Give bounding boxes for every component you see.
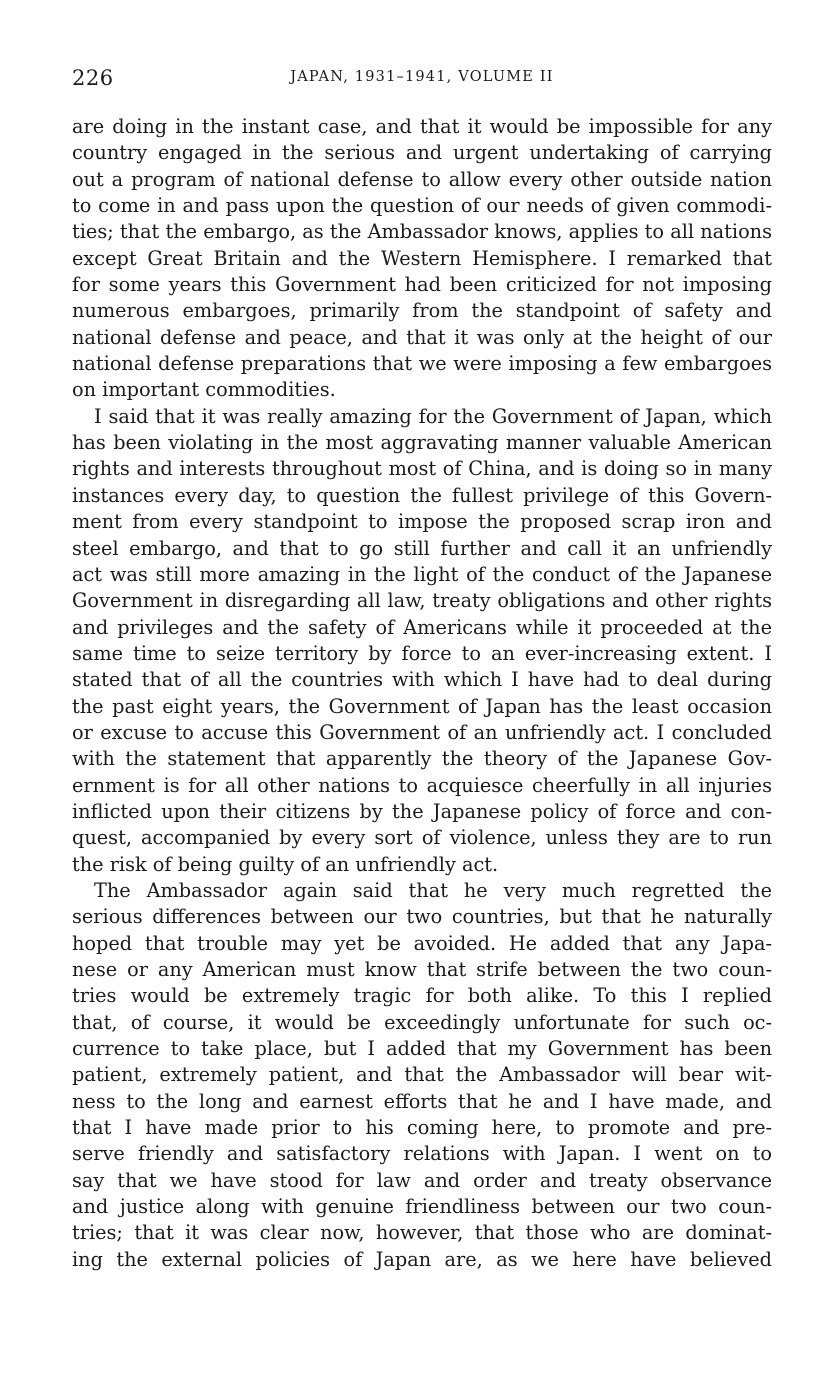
- text-line: numerous embargoes, primarily from the standpoint of safety and: [72, 299, 772, 323]
- text-line: serve friendly and satisfactory relations with Japan. I went on to: [72, 1142, 772, 1166]
- text-line: has been violating in the most aggravating manner valuable American: [72, 431, 772, 455]
- text-line: the past eight years, the Government of Japan has the least occasion: [72, 694, 772, 718]
- text-line: inflicted upon their citizens by the Japanese policy of force and con-: [72, 799, 772, 823]
- text-line: instances every day, to question the fullest privilege of this Govern-: [72, 483, 772, 507]
- running-title: JAPAN, 1931–1941, VOLUME II: [290, 69, 554, 85]
- body-text: [72, 114, 772, 1273]
- text-line: that, of course, it would be exceedingly unfortunate for such oc-: [72, 1010, 772, 1034]
- text-line: with the statement that apparently the theory of the Japanese Gov-: [72, 747, 772, 771]
- text-line: on important commodities.: [72, 378, 336, 402]
- text-line: patient, extremely patient, and that the Ambassador will bear wit-: [72, 1063, 772, 1087]
- paragraph-1: [72, 114, 772, 404]
- text-line: quest, accompanied by every sort of violence, unless they are to run: [72, 826, 772, 850]
- text-line: Government in disregarding all law, treaty obligations and other rights: [72, 589, 772, 613]
- text-line: the risk of being guilty of an unfriendly act.: [72, 852, 499, 876]
- text-line: and justice along with genuine friendliness between our two coun-: [72, 1195, 772, 1219]
- text-line: same time to seize territory by force to an ever-increasing extent. I: [72, 641, 772, 665]
- text-line: nese or any American must know that strife between the two coun-: [72, 958, 772, 981]
- text-line: for some years this Government had been criticized for not imposing: [72, 273, 772, 297]
- text-line: and privileges and the safety of Americans while it proceeded at the: [72, 615, 772, 639]
- text-line: I said that it was really amazing for the Government of Japan, which: [94, 404, 772, 428]
- text-line: that I have made prior to his coming here, to promote and pre-: [72, 1116, 772, 1140]
- text-line: national defense and peace, and that it was only at the height of our: [72, 325, 772, 349]
- text-line: national defense preparations that we were imposing a few embargoes: [72, 352, 772, 376]
- text-line: to come in and pass upon the question of our needs of given commodi-: [72, 194, 772, 218]
- text-line: ernment is for all other nations to acquiesce cheerfully in all injuries: [72, 773, 772, 797]
- text-line: The Ambassador again said that he very much regretted the: [94, 878, 772, 902]
- paragraph-3: [72, 878, 772, 1273]
- text-line: steel embargo, and that to go still further and call it an unfriendly: [72, 536, 772, 560]
- text-line: act was still more amazing in the light of the conduct of the Japanese: [72, 562, 772, 586]
- text-line: tries would be extremely tragic for both alike. To this I replied: [72, 984, 772, 1008]
- page-number: 226: [72, 66, 114, 90]
- text-line: or excuse to accuse this Government of an unfriendly act. I concluded: [72, 720, 772, 744]
- text-line: ties; that the embargo, as the Ambassador knows, applies to all nations: [72, 220, 772, 244]
- text-line: are doing in the instant case, and that it would be impossible for any: [72, 115, 772, 138]
- text-line: stated that of all the countries with which I have had to deal during: [72, 668, 772, 692]
- text-line: say that we have stood for law and order and treaty observance: [72, 1168, 772, 1192]
- text-line: out a program of national defense to allow every other outside nation: [72, 167, 772, 191]
- text-line: ment from every standpoint to impose the proposed scrap iron and: [72, 510, 772, 534]
- text-line: ness to the long and earnest efforts that he and I have made, and: [72, 1089, 772, 1113]
- paragraph-2: [72, 404, 772, 878]
- text-line: except Great Britain and the Western Hemisphere. I remarked that: [72, 246, 772, 270]
- text-line: hoped that trouble may yet be avoided. He added that any Japa-: [72, 931, 772, 955]
- text-line: rights and interests throughout most of China, and is doing so in many: [72, 457, 772, 481]
- page-header: [72, 66, 772, 92]
- text-line: tries; that it was clear now, however, that those who are dominat-: [72, 1221, 772, 1245]
- text-line: currence to take place, but I added that my Government has been: [72, 1037, 772, 1061]
- text-line: serious differences between our two countries, but that he naturally: [72, 905, 772, 929]
- text-line: country engaged in the serious and urgent undertaking of carrying: [72, 141, 772, 165]
- text-line: ing the external policies of Japan are, as we here have believed: [72, 1247, 772, 1271]
